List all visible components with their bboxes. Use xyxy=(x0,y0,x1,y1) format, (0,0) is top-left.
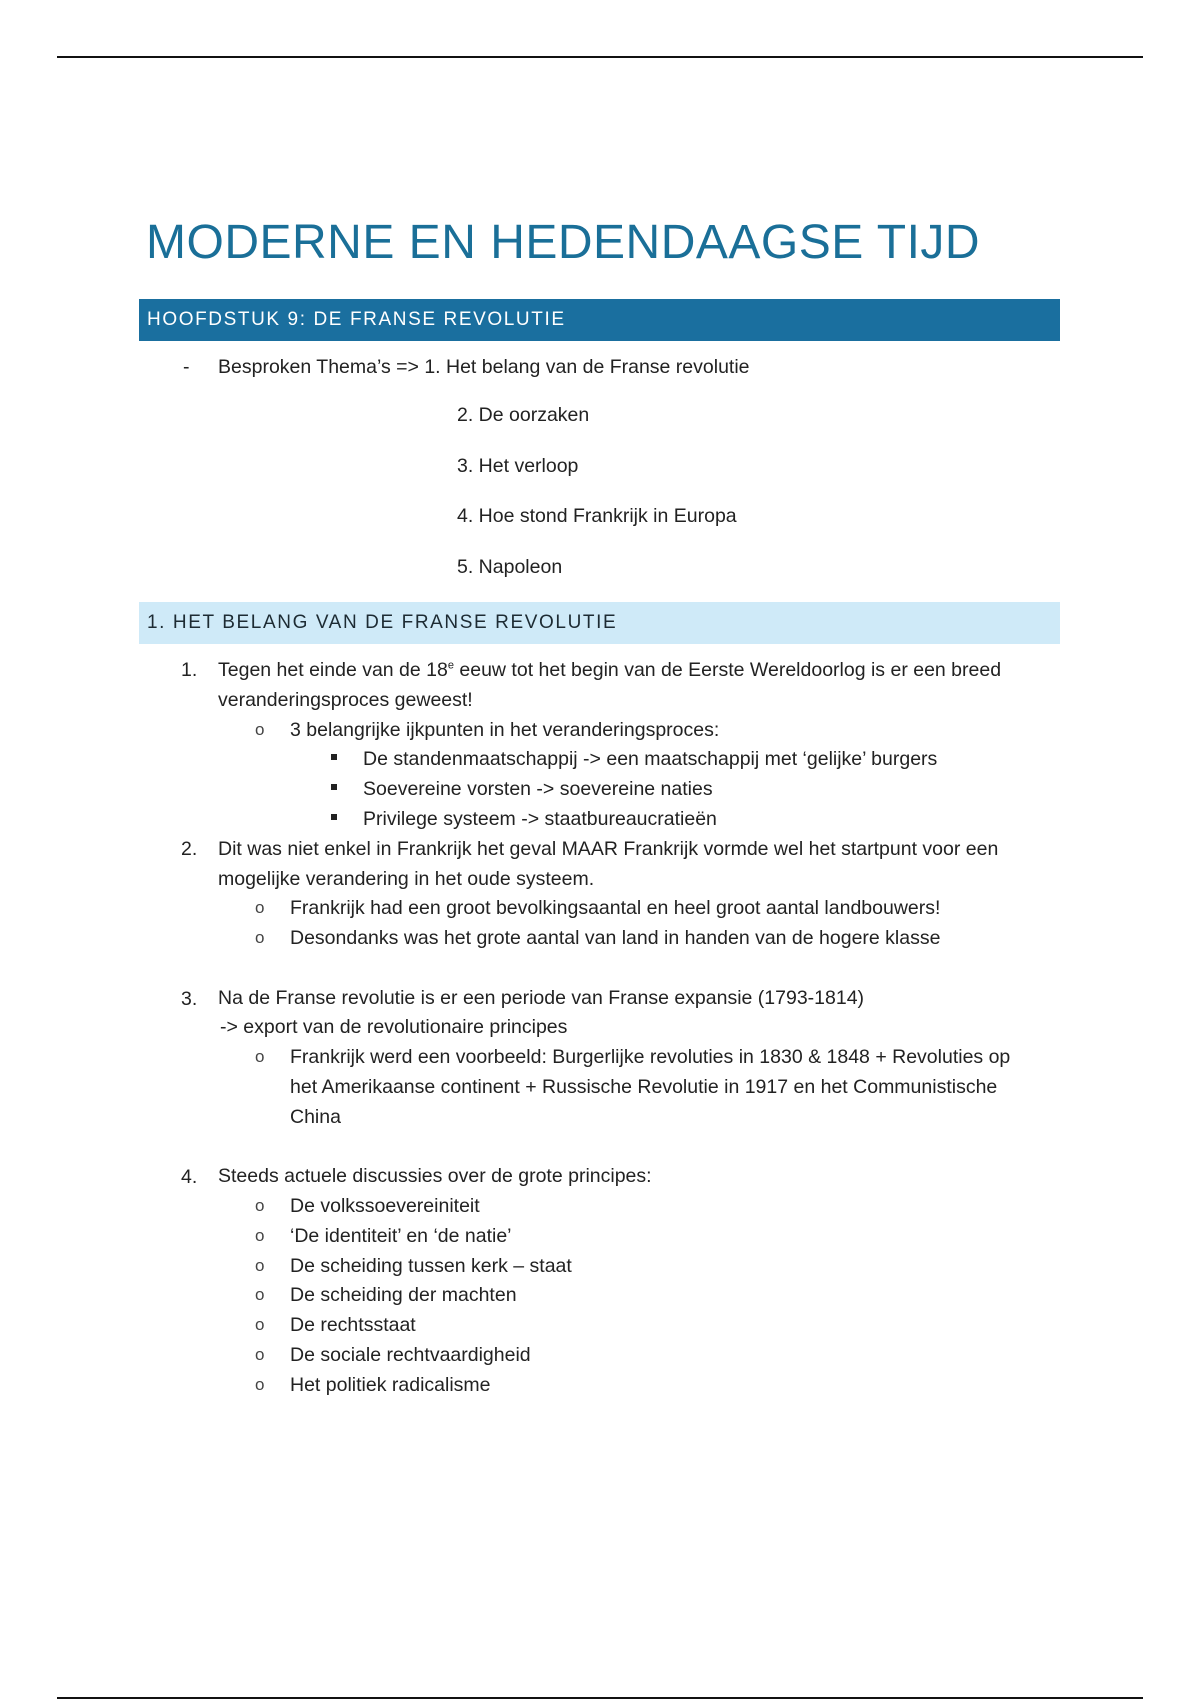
point-4-sub: De scheiding der machten xyxy=(290,1284,517,1306)
point-3-sub-line: het Amerikaanse continent + Russische Revolutie in 1917 en het Communistische xyxy=(290,1076,998,1098)
circle-bullet: o xyxy=(255,1256,265,1275)
point-3-line-2: -> export van de revolutionaire principes xyxy=(220,1016,568,1038)
point-2-line-1: Dit was niet enkel in Frankrijk het geval MAAR Frankrijk vormde wel het startpunt voor een xyxy=(218,838,999,860)
circle-bullet: o xyxy=(255,1047,265,1066)
point-1-line-1-pre: Tegen het einde van de 18 xyxy=(218,659,448,681)
theme-item: 3. Het verloop xyxy=(457,455,579,477)
point-3-number: 3. xyxy=(181,988,198,1010)
point-4-number: 4. xyxy=(181,1166,198,1188)
chapter-heading-text: HOOFDSTUK 9: DE FRANSE REVOLUTIE xyxy=(147,309,566,330)
document-title: MODERNE EN HEDENDAAGSE TIJD xyxy=(146,216,981,269)
circle-bullet: o xyxy=(255,928,265,947)
circle-bullet: o xyxy=(255,1375,265,1394)
point-1-subsub: Privilege systeem -> staatbureaucratieën xyxy=(363,808,717,830)
circle-bullet: o xyxy=(255,1315,265,1334)
themes-intro: Besproken Thema’s => 1. Het belang van de Franse revolutie xyxy=(218,356,750,378)
point-1-sub: 3 belangrijke ijkpunten in het veranderingsproces: xyxy=(290,719,720,741)
point-1-subsub: Soevereine vorsten -> soevereine naties xyxy=(363,778,713,800)
point-1-line-1-post: eeuw tot het begin van de Eerste Wereldoorlog is er een breed xyxy=(453,659,1002,681)
circle-bullet: o xyxy=(255,898,265,917)
circle-bullet: o xyxy=(255,720,265,739)
point-4-sub: Het politiek radicalisme xyxy=(290,1374,491,1396)
point-4-sub: De scheiding tussen kerk – staat xyxy=(290,1255,572,1277)
point-1-number: 1. xyxy=(181,659,198,681)
point-1-superscript: e xyxy=(447,659,454,672)
circle-bullet: o xyxy=(255,1285,265,1304)
circle-bullet: o xyxy=(255,1226,265,1245)
top-rule xyxy=(57,56,1143,58)
point-2-number: 2. xyxy=(181,838,198,860)
theme-item: 2. De oorzaken xyxy=(457,404,590,426)
theme-item: 4. Hoe stond Frankrijk in Europa xyxy=(457,505,737,527)
square-bullet xyxy=(331,754,337,760)
point-2-sub: Frankrijk had een groot bevolkingsaantal en heel groot aantal landbouwers! xyxy=(290,897,941,919)
point-4-sub: ‘De identiteit’ en ‘de natie’ xyxy=(290,1225,512,1247)
chapter-heading xyxy=(139,299,1060,341)
section-heading-text: 1. HET BELANG VAN DE FRANSE REVOLUTIE xyxy=(147,612,618,633)
section-heading xyxy=(139,602,1060,644)
point-4-sub: De rechtsstaat xyxy=(290,1314,416,1336)
circle-bullet: o xyxy=(255,1196,265,1215)
bottom-rule xyxy=(57,1697,1143,1699)
point-4-line-1: Steeds actuele discussies over de grote principes: xyxy=(218,1165,652,1187)
point-3-line-1: Na de Franse revolutie is er een periode van Franse expansie (1793-1814) xyxy=(218,987,865,1009)
point-1-line-1 xyxy=(218,655,1001,685)
circle-bullet: o xyxy=(255,1345,265,1364)
square-bullet xyxy=(331,784,337,790)
point-2-line-2: mogelijke verandering in het oude systeem. xyxy=(218,868,595,890)
point-3-sub-line: China xyxy=(290,1106,341,1128)
point-1-line-2: veranderingsproces geweest! xyxy=(218,689,473,711)
point-4-sub: De sociale rechtvaardigheid xyxy=(290,1344,531,1366)
theme-item: 5. Napoleon xyxy=(457,556,563,578)
square-bullet xyxy=(331,814,337,820)
point-2-sub: Desondanks was het grote aantal van land in handen van de hogere klasse xyxy=(290,927,941,949)
themes-bullet: - xyxy=(183,356,190,378)
point-4-sub: De volkssoevereiniteit xyxy=(290,1195,480,1217)
point-1-subsub: De standenmaatschappij -> een maatschappij met ‘gelijke’ burgers xyxy=(363,748,938,770)
point-3-sub-line: Frankrijk werd een voorbeeld: Burgerlijke revoluties in 1830 & 1848 + Revoluties op xyxy=(290,1046,1011,1068)
